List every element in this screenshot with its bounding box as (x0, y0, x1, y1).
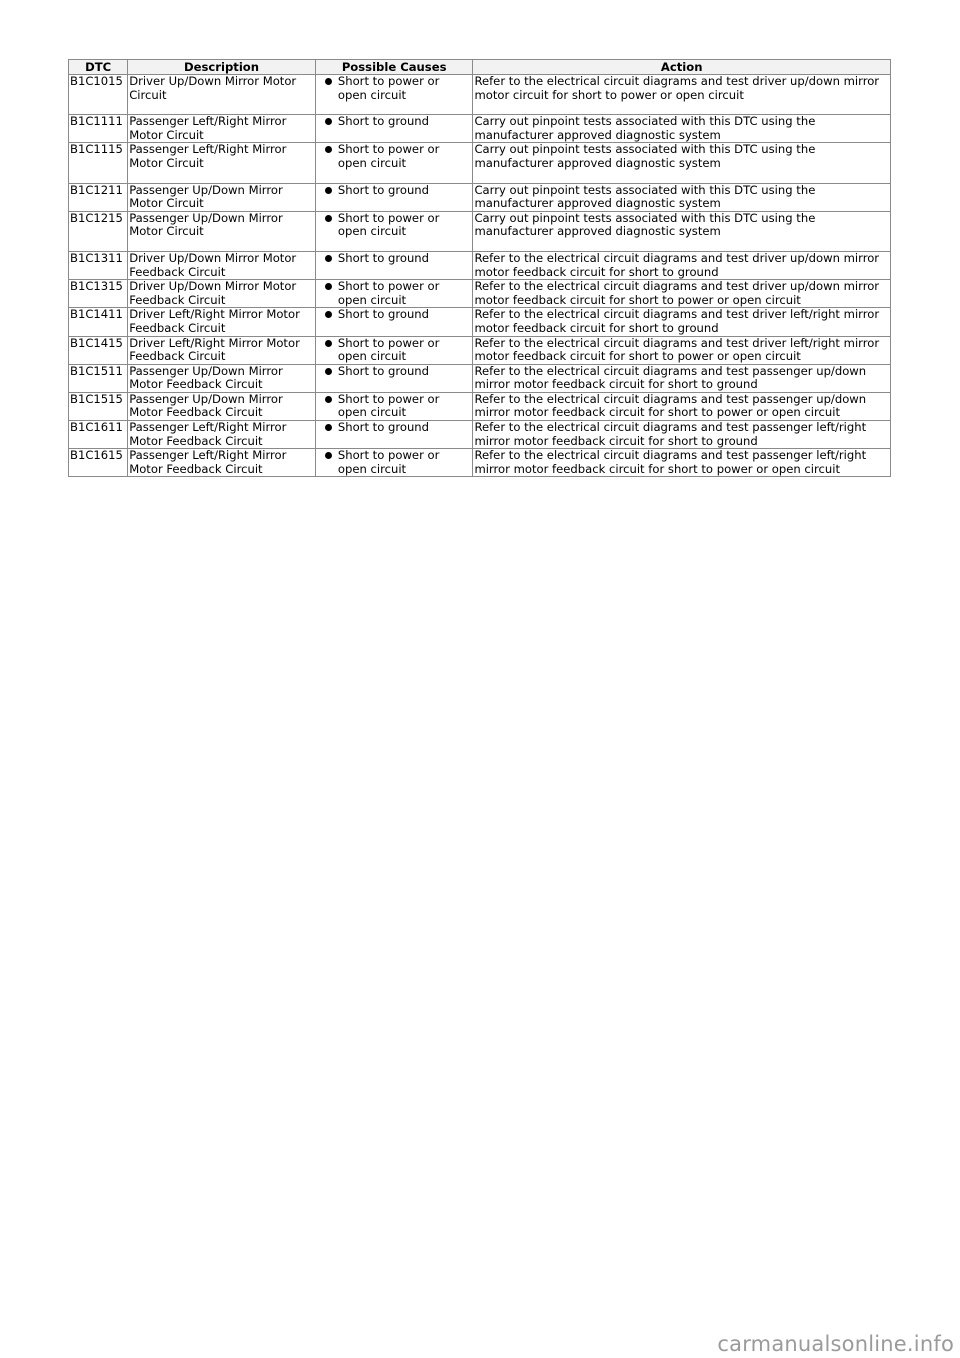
cause-text: Short to power or open circuit (337, 279, 440, 307)
table-row (69, 421, 891, 449)
dtc-code: B1C1615 (69, 449, 128, 477)
dtc-action: Carry out pinpoint tests associated with this DTC using the manufacturer approved diagnostic system (473, 183, 891, 211)
dtc-description: Passenger Left/Right Mirror Motor Feedback Circuit (128, 449, 316, 477)
possible-cause (315, 183, 473, 211)
dtc-code: B1C1511 (69, 364, 128, 392)
dtc-code: B1C1215 (69, 211, 128, 251)
dtc-description: Passenger Left/Right Mirror Motor Feedback Circuit (128, 421, 316, 449)
table-row (69, 336, 891, 364)
bullet-icon (325, 340, 332, 347)
possible-cause (315, 211, 473, 251)
bullet-icon (325, 215, 332, 222)
dtc-action: Carry out pinpoint tests associated with this DTC using the manufacturer approved diagnostic system (473, 115, 891, 143)
header-possible-causes: Possible Causes (315, 60, 473, 75)
dtc-code: B1C1111 (69, 115, 128, 143)
possible-cause (315, 421, 473, 449)
cause-text: Short to ground (337, 183, 430, 197)
dtc-description: Driver Left/Right Mirror Motor Feedback Circuit (128, 308, 316, 336)
bullet-icon (325, 187, 332, 194)
possible-cause (315, 308, 473, 336)
dtc-code: B1C1211 (69, 183, 128, 211)
table-row (69, 183, 891, 211)
dtc-action: Carry out pinpoint tests associated with this DTC using the manufacturer approved diagnostic system (473, 143, 891, 183)
bullet-icon (325, 311, 332, 318)
bullet-icon (325, 78, 332, 85)
dtc-action: Refer to the electrical circuit diagrams and test passenger left/right mirror motor feedback circuit for short to ground (473, 421, 891, 449)
dtc-code: B1C1315 (69, 280, 128, 308)
dtc-description: Driver Up/Down Mirror Motor Feedback Circuit (128, 251, 316, 279)
bullet-icon (325, 255, 332, 262)
dtc-action: Refer to the electrical circuit diagrams and test driver left/right mirror motor feedback circuit for short to power or open circuit (473, 336, 891, 364)
dtc-description: Driver Up/Down Mirror Motor Circuit (128, 75, 316, 115)
bullet-icon (325, 368, 332, 375)
table-row (69, 251, 891, 279)
table-row (69, 211, 891, 251)
bullet-icon (325, 424, 332, 431)
cause-text: Short to ground (337, 364, 430, 378)
header-description: Description (128, 60, 316, 75)
dtc-action: Carry out pinpoint tests associated with this DTC using the manufacturer approved diagnostic system (473, 211, 891, 251)
bullet-icon (325, 118, 332, 125)
dtc-description: Passenger Up/Down Mirror Motor Feedback Circuit (128, 364, 316, 392)
bullet-icon (325, 396, 332, 403)
cause-text: Short to power or open circuit (337, 211, 440, 239)
header-action: Action (473, 60, 891, 75)
possible-cause (315, 364, 473, 392)
dtc-action: Refer to the electrical circuit diagrams and test passenger left/right mirror motor feedback circuit for short to power or open circuit (473, 449, 891, 477)
table-row (69, 280, 891, 308)
possible-cause (315, 336, 473, 364)
dtc-table (68, 59, 891, 477)
dtc-description: Passenger Up/Down Mirror Motor Feedback Circuit (128, 392, 316, 420)
table-row (69, 308, 891, 336)
cause-text: Short to power or open circuit (337, 74, 440, 102)
possible-cause (315, 280, 473, 308)
dtc-action: Refer to the electrical circuit diagrams and test passenger up/down mirror motor feedback circuit for short to power or open circuit (473, 392, 891, 420)
possible-cause (315, 449, 473, 477)
table-row (69, 364, 891, 392)
dtc-action: Refer to the electrical circuit diagrams and test driver up/down mirror motor feedback circuit for short to ground (473, 251, 891, 279)
dtc-action: Refer to the electrical circuit diagrams and test passenger up/down mirror motor feedback circuit for short to ground (473, 364, 891, 392)
table-row (69, 449, 891, 477)
table-row (69, 392, 891, 420)
dtc-description: Driver Left/Right Mirror Motor Feedback Circuit (128, 336, 316, 364)
dtc-code: B1C1015 (69, 75, 128, 115)
possible-cause (315, 115, 473, 143)
dtc-description: Passenger Up/Down Mirror Motor Circuit (128, 183, 316, 211)
table-header-row (69, 60, 891, 75)
bullet-icon (325, 283, 332, 290)
dtc-description: Passenger Left/Right Mirror Motor Circuit (128, 115, 316, 143)
table-row (69, 143, 891, 183)
table-row (69, 115, 891, 143)
header-dtc: DTC (69, 60, 128, 75)
cause-text: Short to power or open circuit (337, 142, 440, 170)
bullet-icon (325, 146, 332, 153)
cause-text: Short to power or open circuit (337, 392, 440, 420)
dtc-description: Passenger Up/Down Mirror Motor Circuit (128, 211, 316, 251)
dtc-description: Driver Up/Down Mirror Motor Feedback Circuit (128, 280, 316, 308)
dtc-code: B1C1415 (69, 336, 128, 364)
possible-cause (315, 143, 473, 183)
dtc-code: B1C1411 (69, 308, 128, 336)
dtc-action: Refer to the electrical circuit diagrams and test driver left/right mirror motor feedback circuit for short to ground (473, 308, 891, 336)
dtc-code: B1C1115 (69, 143, 128, 183)
dtc-code: B1C1611 (69, 421, 128, 449)
possible-cause (315, 251, 473, 279)
possible-cause (315, 392, 473, 420)
dtc-description: Passenger Left/Right Mirror Motor Circuit (128, 143, 316, 183)
bullet-icon (325, 452, 332, 459)
dtc-action: Refer to the electrical circuit diagrams and test driver up/down mirror motor feedback circuit for short to power or open circuit (473, 280, 891, 308)
possible-cause (315, 75, 473, 115)
cause-text: Short to ground (337, 251, 430, 265)
cause-text: Short to power or open circuit (337, 448, 440, 476)
dtc-action: Refer to the electrical circuit diagrams and test driver up/down mirror motor circuit for short to power or open circuit (473, 75, 891, 115)
cause-text: Short to ground (337, 420, 430, 435)
dtc-code: B1C1311 (69, 251, 128, 279)
cause-text: Short to ground (337, 114, 430, 129)
dtc-code: B1C1515 (69, 392, 128, 420)
cause-text: Short to power or open circuit (337, 336, 440, 364)
cause-text: Short to ground (337, 307, 430, 322)
table-row (69, 75, 891, 115)
watermark-text: carmanualsonline.info (717, 1332, 954, 1356)
